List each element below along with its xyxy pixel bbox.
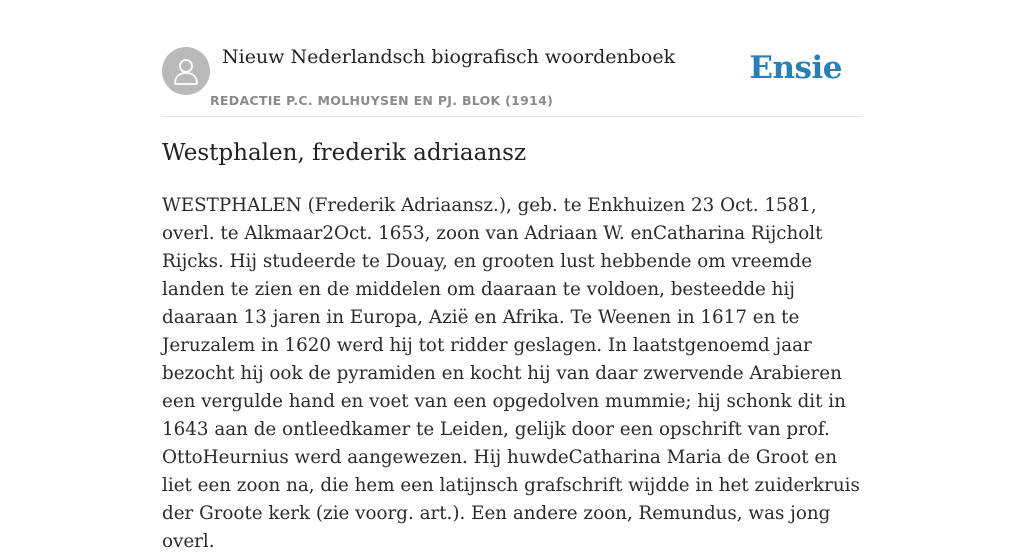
work-editors: REDACTIE P.C. MOLHUYSEN EN PJ. BLOK (1914) — [210, 93, 554, 108]
work-header — [162, 0, 862, 117]
work-title-link[interactable]: Nieuw Nederlandsch biografisch woordenboek — [222, 46, 676, 68]
ensie-logo[interactable]: Ensie — [749, 50, 842, 86]
page-content — [162, 0, 862, 552]
entry-body: WESTPHALEN (Frederik Adriaansz.), geb. te Enkhuizen 23 Oct. 1581, overl. te Alkmaar2Oct. 1653, zoon van Adriaan W. enCatharina Rijcholt Rijcks. Hij studeerde te Douay, en grooten lust hebbende om vreemde landen te zien en de middelen om daaraan te voldoen, besteedde hij daaraan 13 jaren in Europa, Azië en Afrika. Te Weenen in 1617 en te Jeruzalem in 1620 werd hij tot ridder geslagen. In laatstgenoemd jaar bezocht hij ook de pyramiden en kocht hij van daar zwervende Arabieren een vergulde hand en voet van een opgedolven mummie; hij schonk dit in 1643 aan de ontleedkamer te Leiden, gelijk door een opschrift van prof. OttoHeurnius werd aangewezen. Hij huwdeCatharina Maria de Groot en liet een zoon na, die hem een latijnsch grafschrift wijdde in het zuiderkruis der Groote kerk (zie voorg. art.). Een andere zoon, Remundus, was jong overl. — [162, 195, 860, 552]
author-avatar[interactable] — [162, 47, 210, 95]
user-icon — [173, 57, 199, 85]
entry-title: Westphalen, frederik adriaansz — [162, 140, 527, 166]
